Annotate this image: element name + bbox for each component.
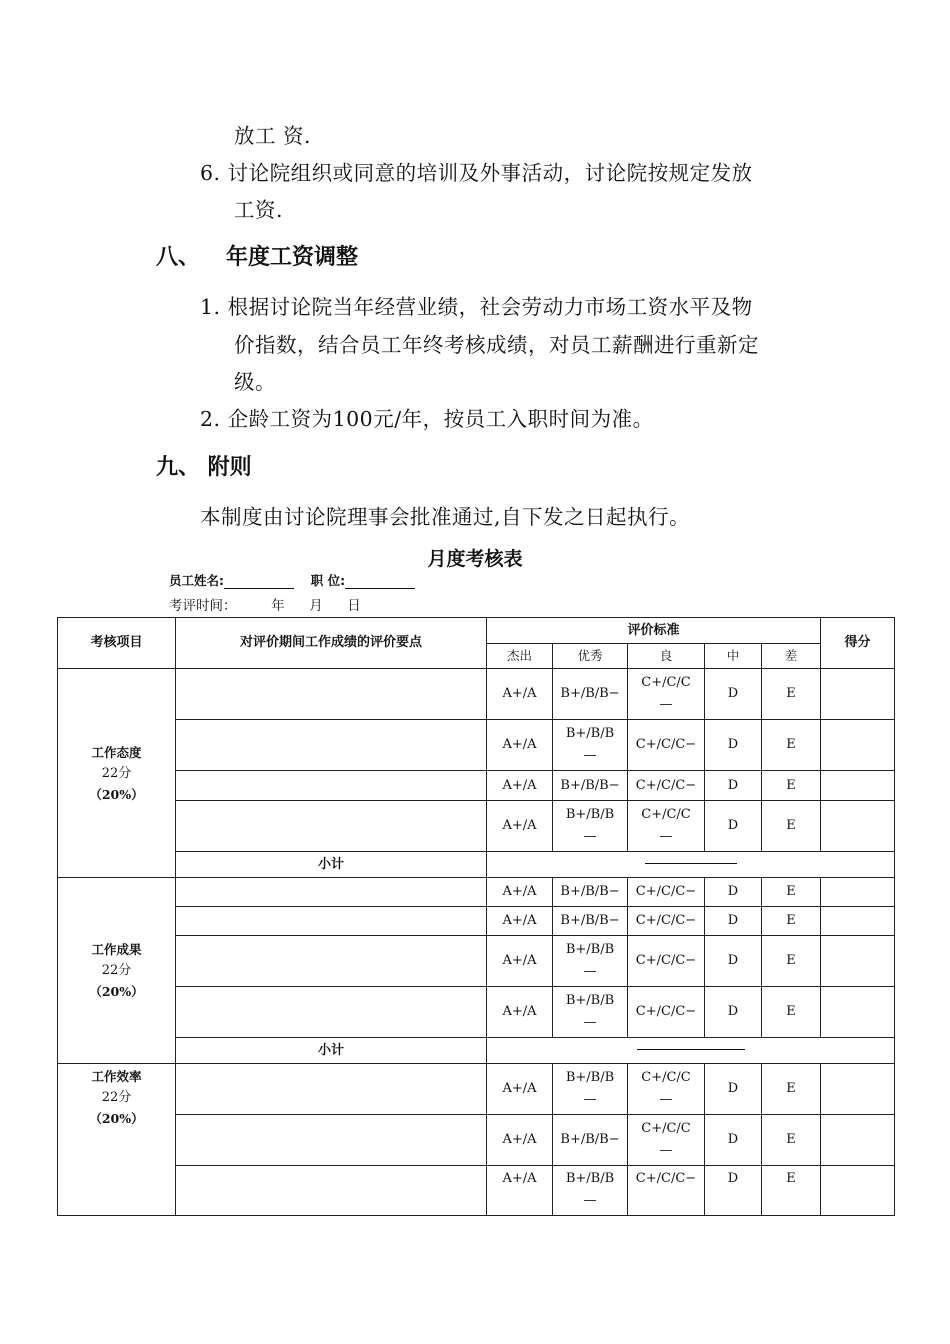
score-cell[interactable] [821,1115,895,1166]
evaluation-point-cell[interactable] [176,801,487,852]
body-line: 本制度由讨论院理事会批准通过,自下发之日起执行。 [200,505,691,529]
grade-cell: A+/A [487,720,553,771]
table-row [58,720,895,771]
evaluation-point-cell[interactable] [176,669,487,720]
grade-cell: A+/A [487,801,553,852]
score-cell[interactable] [821,936,895,987]
grade-cell: E [762,669,821,720]
table-row [58,1166,895,1216]
subtotal-row [58,852,895,878]
evaluation-point-cell[interactable] [176,987,487,1038]
grade-cell: E [762,1115,821,1166]
grade-cell: D [705,987,762,1038]
header-standard: 评价标准 [487,618,821,644]
day-label: 日 [347,598,361,614]
grade-cell: A+/A [487,1064,553,1115]
evaluation-point-cell[interactable] [176,1115,487,1166]
grade-header: 良 [628,644,705,669]
grade-cell: B+/B/B — [553,801,628,852]
grade-cell: E [762,801,821,852]
grade-cell: E [762,771,821,801]
category-name: 工作效率 [91,1069,142,1084]
grade-cell: A+/A [487,936,553,987]
table-row [58,1115,895,1166]
category-percent: （20%） [89,984,144,999]
grade-cell: A+/A [487,987,553,1038]
grade-cell: A+/A [487,1115,553,1166]
body-line: 价指数，结合员工年终考核成绩，对员工薪酬进行重新定 [234,333,759,357]
evaluation-point-cell[interactable] [176,907,487,936]
score-cell[interactable] [821,878,895,907]
grade-header: 中 [705,644,762,669]
employee-meta [169,571,415,589]
grade-cell: E [762,1166,821,1216]
category-score: 22分 [101,1090,132,1105]
grade-cell: B+/B/B — [553,1166,628,1216]
grade-cell: D [705,801,762,852]
grade-cell: B+/B/B− [553,669,628,720]
section-heading-number: 八、 [156,245,201,270]
grade-cell: D [705,771,762,801]
subtotal-label: 小计 [176,1038,487,1064]
name-label: 员工姓名: [169,573,224,588]
grade-cell: C+/C/C− [628,936,705,987]
body-line: 级。 [234,370,276,394]
category-cell [58,669,176,878]
grade-cell: B+/B/B — [553,987,628,1038]
evaluation-point-cell[interactable] [176,936,487,987]
grade-cell: D [705,1064,762,1115]
evaluation-point-cell[interactable] [176,1064,487,1115]
body-line: 工资. [234,198,284,222]
table-row [58,1064,895,1115]
evaluation-point-cell[interactable] [176,720,487,771]
grade-cell: C+/C/C− [628,878,705,907]
evaluation-point-cell[interactable] [176,771,487,801]
grade-cell: B+/B/B — [553,936,628,987]
grade-cell: C+/C/C — [628,1064,705,1115]
body-line: 1. 根据讨论院当年经营业绩，社会劳动力市场工资水平及物 [200,295,753,319]
category-score: 22分 [101,963,132,978]
subtotal-row [58,1038,895,1064]
grade-cell: C+/C/C− [628,907,705,936]
grade-cell: D [705,878,762,907]
header-points: 对评价期间工作成绩的评价要点 [176,618,487,669]
score-cell[interactable] [821,987,895,1038]
section-heading: 九、 附则 [156,455,252,480]
grade-cell: B+/B/B− [553,771,628,801]
category-percent: （20%） [89,1111,144,1126]
category-cell [58,1064,176,1216]
grade-cell: B+/B/B− [553,907,628,936]
subtotal-label: 小计 [176,852,487,878]
category-name: 工作态度 [91,744,142,760]
table-row [58,936,895,987]
table-row [58,907,895,936]
position-blank [345,576,415,589]
grade-header: 优秀 [553,644,628,669]
grade-cell: E [762,878,821,907]
grade-cell: C+/C/C− [628,1166,705,1216]
score-cell[interactable] [821,1166,895,1216]
grade-cell: E [762,720,821,771]
grade-cell: D [705,907,762,936]
grade-cell: A+/A [487,669,553,720]
grade-cell: E [762,987,821,1038]
subtotal-underline [637,1039,745,1050]
table-title: 月度考核表 [427,548,523,570]
month-label: 月 [309,598,323,614]
grade-cell: C+/C/C — [628,801,705,852]
score-cell[interactable] [821,720,895,771]
table-row [58,771,895,801]
grade-cell: D [705,720,762,771]
score-cell[interactable] [821,771,895,801]
grade-cell: D [705,1115,762,1166]
grade-cell: B+/B/B− [553,878,628,907]
year-label: 年 [271,598,285,614]
name-blank [224,576,294,589]
table-row [58,878,895,907]
category-score: 22分 [101,765,132,781]
category-cell [58,878,176,1064]
body-line: 6. 讨论院组织或同意的培训及外事活动，讨论院按规定发放 [200,161,753,185]
subtotal-underline [645,853,737,864]
body-line: 2. 企龄工资为100元/年，按员工入职时间为准。 [200,407,654,431]
score-cell[interactable] [821,669,895,720]
grade-cell: A+/A [487,1166,553,1216]
grade-cell: B+/B/B− [553,1115,628,1166]
evaluation-point-cell[interactable] [176,1166,487,1216]
grade-cell: A+/A [487,878,553,907]
grade-cell: B+/B/B — [553,720,628,771]
grade-cell: D [705,936,762,987]
category-percent: （20%） [89,786,144,802]
grade-header: 杰出 [487,644,553,669]
grade-cell: A+/A [487,771,553,801]
grade-cell: B+/B/B — [553,1064,628,1115]
date-meta [169,594,361,614]
body-line: 放工 资. [234,124,312,148]
table-row [58,987,895,1038]
grade-cell: C+/C/C− [628,771,705,801]
date-label: 考评时间： [169,598,237,614]
position-label: 职 位: [310,573,346,588]
grade-cell: E [762,907,821,936]
score-cell[interactable] [821,1064,895,1115]
grade-cell: C+/C/C — [628,1115,705,1166]
subtotal-value-cell[interactable] [487,852,895,878]
grade-cell: E [762,936,821,987]
grade-cell: D [705,669,762,720]
header-score: 得分 [821,618,895,669]
evaluation-table [57,617,895,1216]
section-heading-title: 年度工资调整 [226,245,359,270]
table-row [58,669,895,720]
subtotal-value-cell[interactable] [487,1038,895,1064]
header-item: 考核项目 [58,618,176,669]
table-row [58,801,895,852]
grade-cell: C+/C/C− [628,720,705,771]
grade-cell: A+/A [487,907,553,936]
grade-cell: D [705,1166,762,1216]
score-cell[interactable] [821,801,895,852]
category-name: 工作成果 [91,942,142,957]
grade-cell: E [762,1064,821,1115]
evaluation-point-cell[interactable] [176,878,487,907]
grade-cell: C+/C/C — [628,669,705,720]
grade-cell: C+/C/C− [628,987,705,1038]
grade-header: 差 [762,644,821,669]
score-cell[interactable] [821,907,895,936]
